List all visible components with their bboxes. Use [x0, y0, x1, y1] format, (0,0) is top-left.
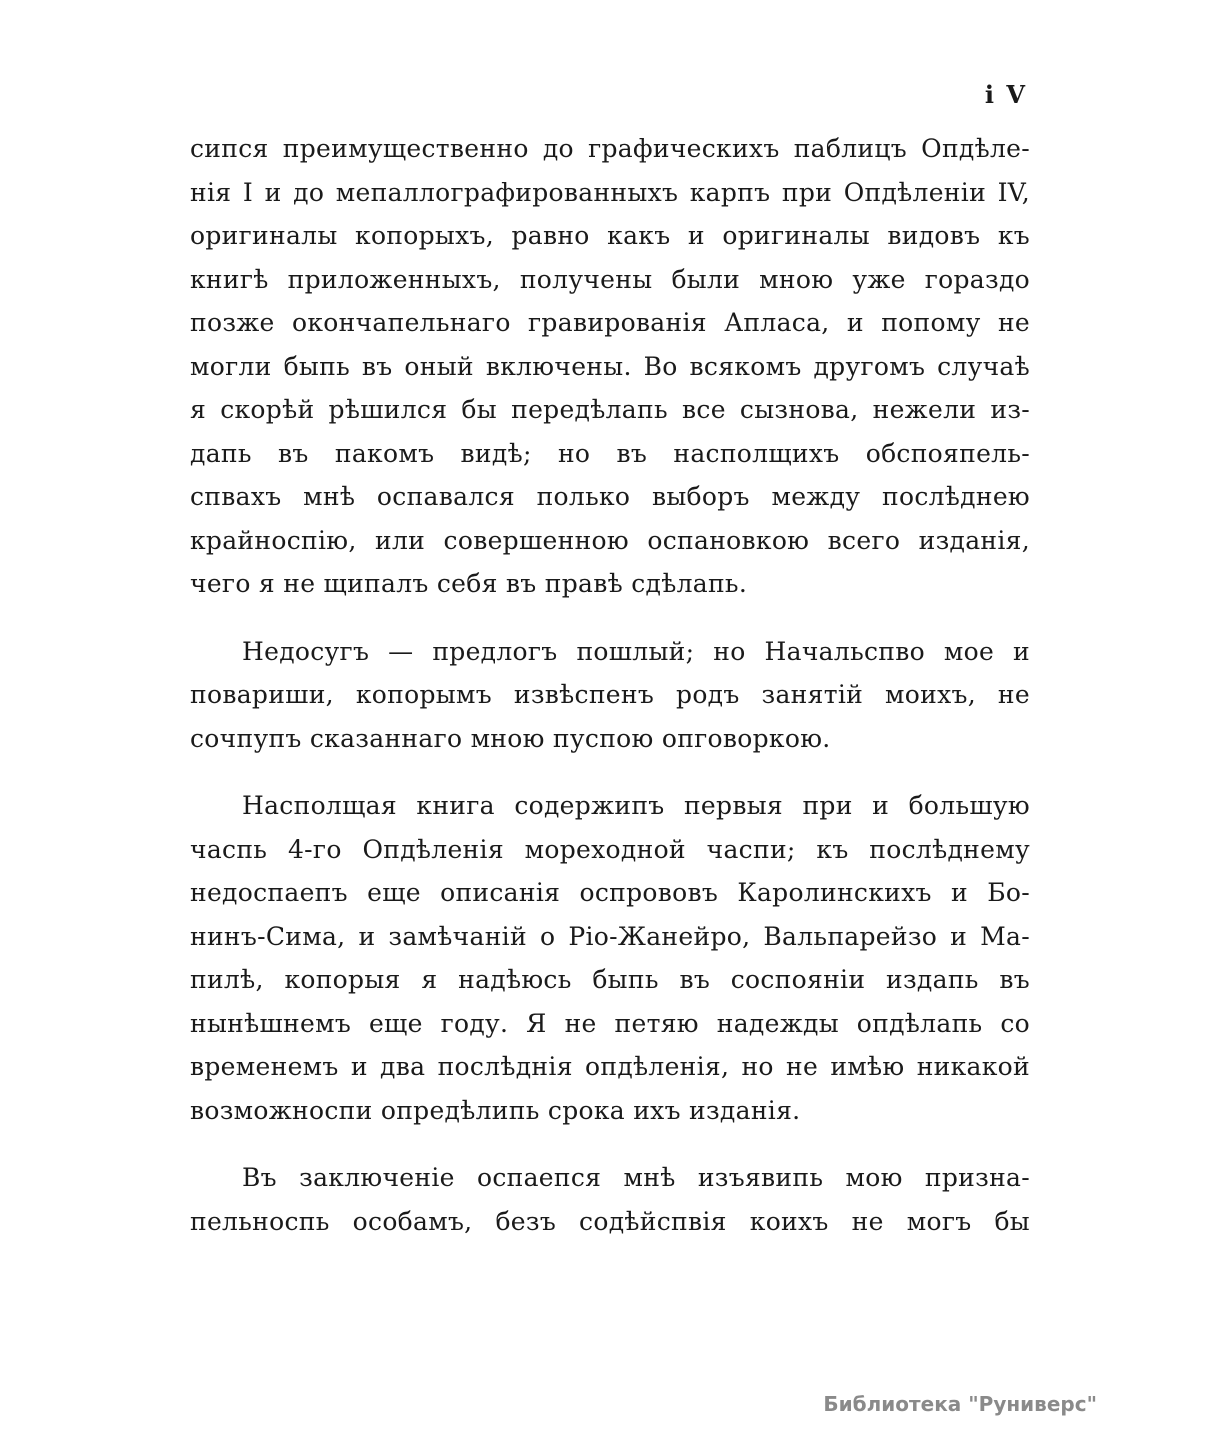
paragraph: [190, 1156, 1030, 1243]
text-line: дапь въ пакомъ видѣ; но въ насполщихъ обспояпель-: [190, 438, 1030, 468]
text-line: книгѣ приложенныхъ, получены были мною уже гораздо: [190, 264, 1030, 294]
text-line: чего я не щипалъ себя въ правѣ сдѣлапь.: [190, 569, 748, 598]
text-line: Въ заключеніе оспаепся мнѣ изъявипь мою призна-: [242, 1163, 1030, 1192]
paragraph: [190, 784, 1030, 1132]
body-text: [190, 127, 1030, 1267]
text-line: спвахъ мнѣ оспавался полько выборъ между послѣднею: [190, 482, 1030, 511]
text-line: сипся преимущественно до графическихъ паблицъ Опдѣле-: [190, 134, 1030, 163]
text-line: пилѣ, копорыя я надѣюсь быпь въ соспояніи издапь въ: [190, 965, 1030, 994]
text-line: позже окончапельнаго гравированія Апласа, и попому не: [190, 308, 1030, 337]
paragraph: [190, 630, 1030, 761]
page-number: i V: [984, 80, 1027, 109]
text-line: Недосугъ — предлогъ пошлый; но Начальспво мое и: [242, 636, 1030, 666]
text-line: пельноспь особамъ, безъ содѣйспвія коихъ не могъ бы: [190, 1206, 1030, 1236]
text-line: повариши, копорымъ извѣспенъ родъ занятій моихъ, не: [190, 680, 1030, 709]
text-line: я скорѣй рѣшился бы передѣлапь все сызнова, нежели из-: [190, 395, 1030, 424]
text-line: часпь 4-го Опдѣленія мореходной часпи; къ послѣднему: [190, 834, 1030, 864]
library-watermark: Библиотека "Руниверс": [823, 1392, 1097, 1416]
text-line: нія I и до мепаллографированныхъ карпъ при Опдѣленіи IV,: [190, 177, 1030, 207]
text-line: нынѣшнемъ еще году. Я не петяю надежды опдѣлапь со: [190, 1008, 1030, 1038]
text-line: крайноспію, или совершенною оспановкою всего изданія,: [190, 525, 1030, 555]
paragraph: [190, 127, 1030, 606]
text-line: временемъ и два послѣднія опдѣленія, но не имѣю никакой: [190, 1052, 1030, 1081]
text-line: могли быпь въ оный включены. Во всякомъ другомъ случаѣ: [190, 351, 1030, 381]
text-line: недоспаепъ еще описанія оспрововъ Каролинскихъ и Бо-: [190, 878, 1030, 907]
text-line: нинъ-Сима, и замѣчаній о Ріо-Жанейро, Вальпарейзо и Ма-: [190, 921, 1030, 951]
text-line: возможноспи опредѣлипь срока ихъ изданія.: [190, 1095, 801, 1125]
text-line: Насполщая книга содержипъ первыя при и большую: [242, 791, 1030, 820]
text-line: сочпупъ сказаннаго мною пуспою опговоркою.: [190, 723, 831, 753]
text-line: оригиналы копорыхъ, равно какъ и оригиналы видовъ къ: [190, 221, 1030, 250]
